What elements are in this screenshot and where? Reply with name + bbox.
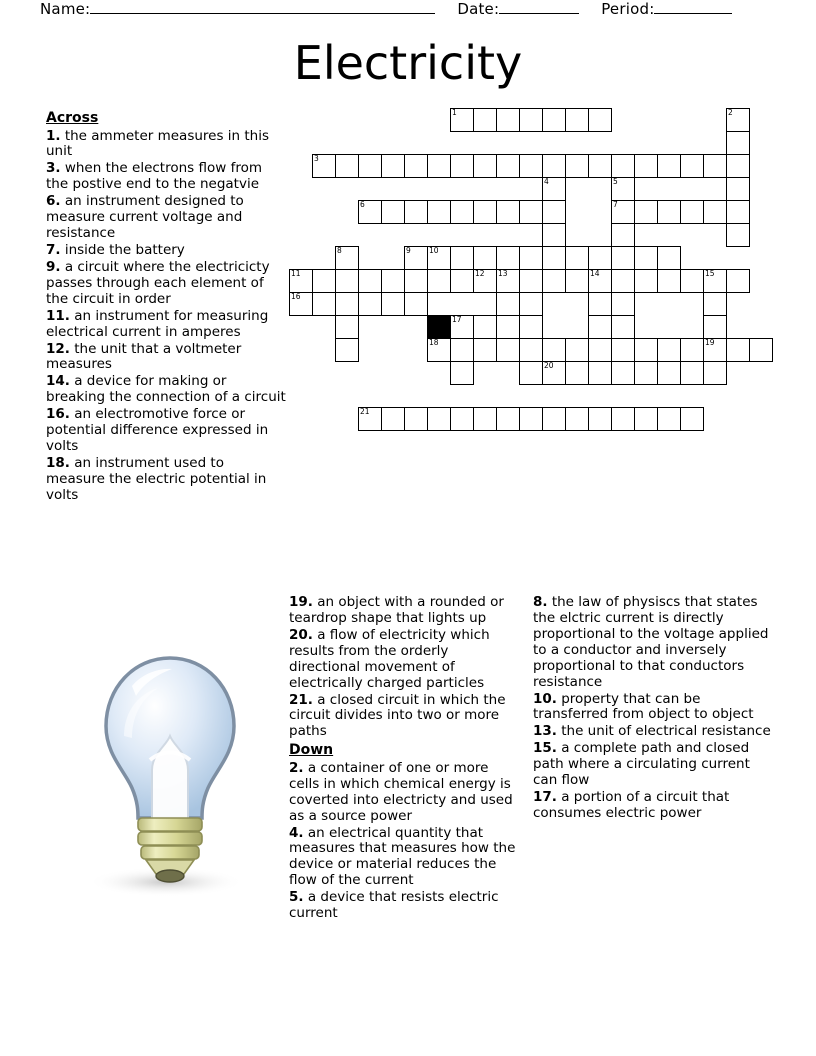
clue-number: 17. <box>533 789 557 806</box>
grid-cell-number: 4 <box>544 177 549 186</box>
clue-text: a flow of electricity which results from the orderly directional movement of electrically charged particles <box>289 626 490 691</box>
clue-text: property that can be transferred from object to object <box>533 690 754 723</box>
clue-text: an object with a rounded or teardrop shape that lights up <box>289 594 504 626</box>
grid-cell[interactable] <box>335 292 359 316</box>
grid-cell-number: 5 <box>613 177 618 186</box>
grid-cell[interactable] <box>565 108 589 132</box>
grid-cell[interactable] <box>335 269 359 293</box>
clue-number: 12. <box>46 340 70 357</box>
name-label: Name: <box>40 0 91 18</box>
down-clue-4 <box>289 826 517 890</box>
grid-cell[interactable] <box>611 223 635 247</box>
down-clue-13 <box>533 724 773 740</box>
grid-cell[interactable] <box>289 269 313 293</box>
down-clue-5 <box>289 890 517 922</box>
grid-cell[interactable] <box>404 269 428 293</box>
grid-cell[interactable] <box>450 338 474 362</box>
grid-cell[interactable] <box>611 200 635 224</box>
grid-cell[interactable] <box>335 338 359 362</box>
grid-cell[interactable] <box>611 177 635 201</box>
clue-text: the law of physiscs that states the elctric current is directly proportional to the voltage applied to a conductor and inversely proportional to that conductors resistance <box>533 594 769 690</box>
clue-number: 3. <box>46 160 61 177</box>
grid-cell[interactable] <box>634 246 658 270</box>
clue-text: a container of one or more cells in which chemical energy is coverted into electricty and used as a source power <box>289 759 513 824</box>
across-clue-19 <box>289 595 517 627</box>
grid-cell[interactable] <box>680 154 704 178</box>
grid-cell[interactable] <box>611 407 635 431</box>
grid-cell-number: 15 <box>705 269 715 278</box>
grid-cell[interactable] <box>588 108 612 132</box>
page-title: Electricity <box>293 36 523 90</box>
worksheet-header <box>40 0 776 24</box>
grid-cell-number: 7 <box>613 200 618 209</box>
grid-cell[interactable] <box>703 154 727 178</box>
grid-cell[interactable] <box>542 223 566 247</box>
clue-number: 7. <box>46 241 61 258</box>
grid-cell[interactable] <box>312 154 336 178</box>
grid-cell[interactable] <box>450 315 474 339</box>
clue-text: the ammeter measures in this unit <box>46 127 270 160</box>
down-clue-10 <box>533 692 773 724</box>
grid-cell[interactable] <box>496 338 520 362</box>
date-blank-line[interactable] <box>499 0 579 14</box>
grid-cell[interactable] <box>427 338 451 362</box>
clue-number: 13. <box>533 723 557 740</box>
grid-cell[interactable] <box>657 200 681 224</box>
across-clue-18 <box>46 456 286 504</box>
clue-text: the unit that a voltmeter measures <box>46 340 242 373</box>
clue-number: 11. <box>46 307 70 324</box>
grid-cell[interactable] <box>450 108 474 132</box>
across-heading: Across <box>46 110 99 126</box>
grid-cell[interactable] <box>680 200 704 224</box>
grid-cell[interactable] <box>335 246 359 270</box>
down-heading: Down <box>289 742 334 759</box>
grid-cell[interactable] <box>358 407 382 431</box>
grid-cell[interactable] <box>726 154 750 178</box>
grid-cell[interactable] <box>404 407 428 431</box>
grid-cell[interactable] <box>404 200 428 224</box>
clue-text: an electromotive force or potential difference expressed in volts <box>46 406 269 455</box>
grid-cell[interactable] <box>427 269 451 293</box>
clue-text: a device for making or breaking the connection of a circuit <box>46 373 286 406</box>
grid-cell[interactable] <box>588 315 612 339</box>
grid-cell[interactable] <box>542 200 566 224</box>
grid-cell[interactable] <box>496 108 520 132</box>
clue-column-right <box>533 595 773 823</box>
clue-number: 16. <box>46 406 70 423</box>
grid-cell[interactable] <box>634 269 658 293</box>
period-label: Period: <box>601 0 655 18</box>
grid-cell[interactable] <box>496 292 520 316</box>
across-clue-16 <box>46 407 286 455</box>
period-blank-line[interactable] <box>654 0 732 14</box>
grid-cell[interactable] <box>450 246 474 270</box>
grid-cell-number: 1 <box>452 108 457 117</box>
grid-cell-number: 12 <box>475 269 485 278</box>
across-clue-list <box>46 110 286 505</box>
grid-cell[interactable] <box>657 269 681 293</box>
grid-cell[interactable] <box>611 246 635 270</box>
clue-text: a closed circuit in which the circuit divides into two or more paths <box>289 691 506 740</box>
grid-cell[interactable] <box>726 177 750 201</box>
grid-cell[interactable] <box>496 315 520 339</box>
grid-cell[interactable] <box>427 407 451 431</box>
grid-cell-number: 19 <box>705 338 715 347</box>
grid-cell[interactable] <box>496 246 520 270</box>
clue-number: 9. <box>46 258 61 275</box>
across-clue-6 <box>46 194 286 242</box>
grid-cell[interactable] <box>703 315 727 339</box>
grid-cell[interactable] <box>588 154 612 178</box>
clue-number: 1. <box>46 127 61 144</box>
grid-cell[interactable] <box>519 269 543 293</box>
grid-cell[interactable] <box>634 338 658 362</box>
grid-cell[interactable] <box>611 154 635 178</box>
grid-cell[interactable] <box>519 246 543 270</box>
grid-cell[interactable] <box>542 177 566 201</box>
grid-cell[interactable] <box>496 154 520 178</box>
across-clue-21 <box>289 693 517 741</box>
clue-text: an instrument designed to measure current voltage and resistance <box>46 193 244 242</box>
name-blank-line[interactable] <box>90 0 435 14</box>
grid-cell[interactable] <box>657 361 681 385</box>
grid-cell-number: 16 <box>291 292 301 301</box>
clue-text: an instrument for measuring electrical current in amperes <box>46 307 269 340</box>
grid-cell[interactable] <box>335 154 359 178</box>
clue-text: an instrument used to measure the electric potential in volts <box>46 454 267 503</box>
grid-cell-number: 13 <box>498 269 508 278</box>
grid-cell[interactable] <box>358 269 382 293</box>
clue-number: 2. <box>289 759 304 776</box>
grid-cell[interactable] <box>542 269 566 293</box>
grid-cell[interactable] <box>542 246 566 270</box>
clue-text: when the electrons flow from the postive end to the negatvie <box>46 160 263 193</box>
down-clue-17 <box>533 790 773 822</box>
grid-cell[interactable] <box>404 246 428 270</box>
grid-cell[interactable] <box>680 407 704 431</box>
grid-cell[interactable] <box>657 407 681 431</box>
grid-cell[interactable] <box>726 200 750 224</box>
clue-text: an electrical quantity that measures that measures how the device or material reduces the flow of the current <box>289 824 516 889</box>
grid-cell[interactable] <box>703 200 727 224</box>
down-clue-15 <box>533 741 773 789</box>
grid-cell[interactable] <box>703 338 727 362</box>
clue-number: 4. <box>289 824 304 841</box>
grid-cell-number: 18 <box>429 338 439 347</box>
clue-number: 18. <box>46 454 70 471</box>
clue-number: 14. <box>46 373 70 390</box>
grid-cell[interactable] <box>381 407 405 431</box>
grid-cell[interactable] <box>381 269 405 293</box>
grid-cell[interactable] <box>519 338 543 362</box>
grid-cell[interactable] <box>634 407 658 431</box>
grid-cell[interactable] <box>450 200 474 224</box>
grid-cell[interactable] <box>726 269 750 293</box>
grid-cell[interactable] <box>588 269 612 293</box>
grid-cell[interactable] <box>519 292 543 316</box>
grid-cell[interactable] <box>680 269 704 293</box>
clue-number: 21. <box>289 691 313 708</box>
across-clue-1 <box>46 129 286 161</box>
clue-number: 20. <box>289 626 313 643</box>
across-clue-11 <box>46 309 286 341</box>
grid-cell-number: 6 <box>360 200 365 209</box>
across-clue-9 <box>46 260 286 308</box>
grid-cell[interactable] <box>542 154 566 178</box>
grid-cell[interactable] <box>749 338 773 362</box>
grid-cell[interactable] <box>542 361 566 385</box>
grid-cell[interactable] <box>703 269 727 293</box>
grid-cell[interactable] <box>565 154 589 178</box>
grid-cell[interactable] <box>473 154 497 178</box>
clue-number: 8. <box>533 594 548 610</box>
clue-number: 15. <box>533 740 557 757</box>
grid-cell[interactable] <box>381 154 405 178</box>
grid-cell-number: 14 <box>590 269 600 278</box>
grid-cell[interactable] <box>404 292 428 316</box>
grid-cell[interactable] <box>404 154 428 178</box>
grid-cell[interactable] <box>657 338 681 362</box>
across-clue-7 <box>46 243 286 259</box>
across-clue-12 <box>46 342 286 374</box>
grid-cell[interactable] <box>450 269 474 293</box>
grid-cell[interactable] <box>473 315 497 339</box>
grid-cell-number: 2 <box>728 108 733 117</box>
grid-cell[interactable] <box>312 292 336 316</box>
grid-cell[interactable] <box>565 246 589 270</box>
grid-cell[interactable] <box>519 361 543 385</box>
grid-cell-number: 10 <box>429 246 439 255</box>
grid-cell[interactable] <box>519 407 543 431</box>
down-clue-8 <box>533 595 773 691</box>
grid-cell[interactable] <box>427 200 451 224</box>
grid-cell[interactable] <box>588 338 612 362</box>
grid-cell-number: 9 <box>406 246 411 255</box>
clue-text: the unit of electrical resistance <box>556 723 771 740</box>
grid-cell[interactable] <box>565 361 589 385</box>
grid-cell[interactable] <box>496 269 520 293</box>
down-clue-2 <box>289 761 517 825</box>
grid-cell[interactable] <box>427 154 451 178</box>
light-bulb-illustration <box>80 650 260 900</box>
grid-cell[interactable] <box>680 338 704 362</box>
clue-text: a portion of a circuit that consumes electric power <box>533 789 730 821</box>
grid-cell[interactable] <box>588 246 612 270</box>
grid-cell[interactable] <box>289 292 313 316</box>
grid-cell[interactable] <box>565 338 589 362</box>
grid-cell[interactable] <box>450 154 474 178</box>
grid-cell[interactable] <box>588 292 612 316</box>
grid-cell[interactable] <box>726 223 750 247</box>
grid-cell[interactable] <box>657 246 681 270</box>
grid-cell[interactable] <box>726 338 750 362</box>
across-clue-14 <box>46 374 286 406</box>
grid-block <box>427 315 451 339</box>
grid-cell[interactable] <box>358 200 382 224</box>
grid-cell[interactable] <box>634 361 658 385</box>
grid-cell[interactable] <box>588 407 612 431</box>
clue-number: 19. <box>289 594 313 610</box>
grid-cell[interactable] <box>703 361 727 385</box>
grid-cell[interactable] <box>634 200 658 224</box>
grid-cell[interactable] <box>381 292 405 316</box>
grid-cell[interactable] <box>450 407 474 431</box>
clue-number: 10. <box>533 690 557 707</box>
clue-column-middle <box>289 595 517 923</box>
grid-cell[interactable] <box>450 361 474 385</box>
grid-cell-number: 17 <box>452 315 462 324</box>
grid-cell[interactable] <box>657 154 681 178</box>
grid-cell[interactable] <box>473 108 497 132</box>
grid-cell[interactable] <box>611 338 635 362</box>
grid-cell[interactable] <box>473 269 497 293</box>
grid-cell[interactable] <box>473 338 497 362</box>
grid-cell[interactable] <box>335 315 359 339</box>
grid-cell[interactable] <box>473 246 497 270</box>
grid-cell[interactable] <box>496 200 520 224</box>
grid-cell-number: 11 <box>291 269 301 278</box>
clue-text: inside the battery <box>60 241 185 258</box>
grid-cell[interactable] <box>358 292 382 316</box>
grid-cell[interactable] <box>634 154 658 178</box>
grid-cell[interactable] <box>358 154 382 178</box>
grid-cell[interactable] <box>588 361 612 385</box>
grid-cell[interactable] <box>611 269 635 293</box>
grid-cell[interactable] <box>611 315 635 339</box>
grid-cell[interactable] <box>565 407 589 431</box>
grid-cell-number: 3 <box>314 154 319 163</box>
grid-cell[interactable] <box>726 131 750 155</box>
grid-cell[interactable] <box>427 246 451 270</box>
clue-number: 6. <box>46 193 61 210</box>
grid-cell[interactable] <box>611 361 635 385</box>
grid-cell[interactable] <box>542 338 566 362</box>
clue-text: a complete path and closed path where a circulating current can flow <box>533 740 750 789</box>
clue-text: a circuit where the electricicty passes through each element of the circuit in order <box>46 258 270 307</box>
grid-cell[interactable] <box>542 108 566 132</box>
grid-cell[interactable] <box>473 407 497 431</box>
grid-cell[interactable] <box>473 200 497 224</box>
grid-cell[interactable] <box>519 108 543 132</box>
grid-cell[interactable] <box>680 361 704 385</box>
grid-cell[interactable] <box>611 292 635 316</box>
clue-number: 5. <box>289 889 304 906</box>
grid-cell[interactable] <box>381 200 405 224</box>
grid-cell[interactable] <box>542 407 566 431</box>
grid-cell-number: 8 <box>337 246 342 255</box>
grid-cell-number: 20 <box>544 361 554 370</box>
grid-cell[interactable] <box>312 269 336 293</box>
grid-cell[interactable] <box>519 200 543 224</box>
grid-cell[interactable] <box>519 315 543 339</box>
clue-text: a device that resists electric current <box>289 889 499 922</box>
across-clue-3 <box>46 161 286 193</box>
grid-cell[interactable] <box>519 154 543 178</box>
grid-cell[interactable] <box>496 407 520 431</box>
grid-cell[interactable] <box>703 292 727 316</box>
grid-cell[interactable] <box>565 269 589 293</box>
date-label: Date: <box>457 0 500 18</box>
across-clue-20 <box>289 628 517 692</box>
grid-cell-number: 21 <box>360 407 370 416</box>
grid-cell[interactable] <box>726 108 750 132</box>
